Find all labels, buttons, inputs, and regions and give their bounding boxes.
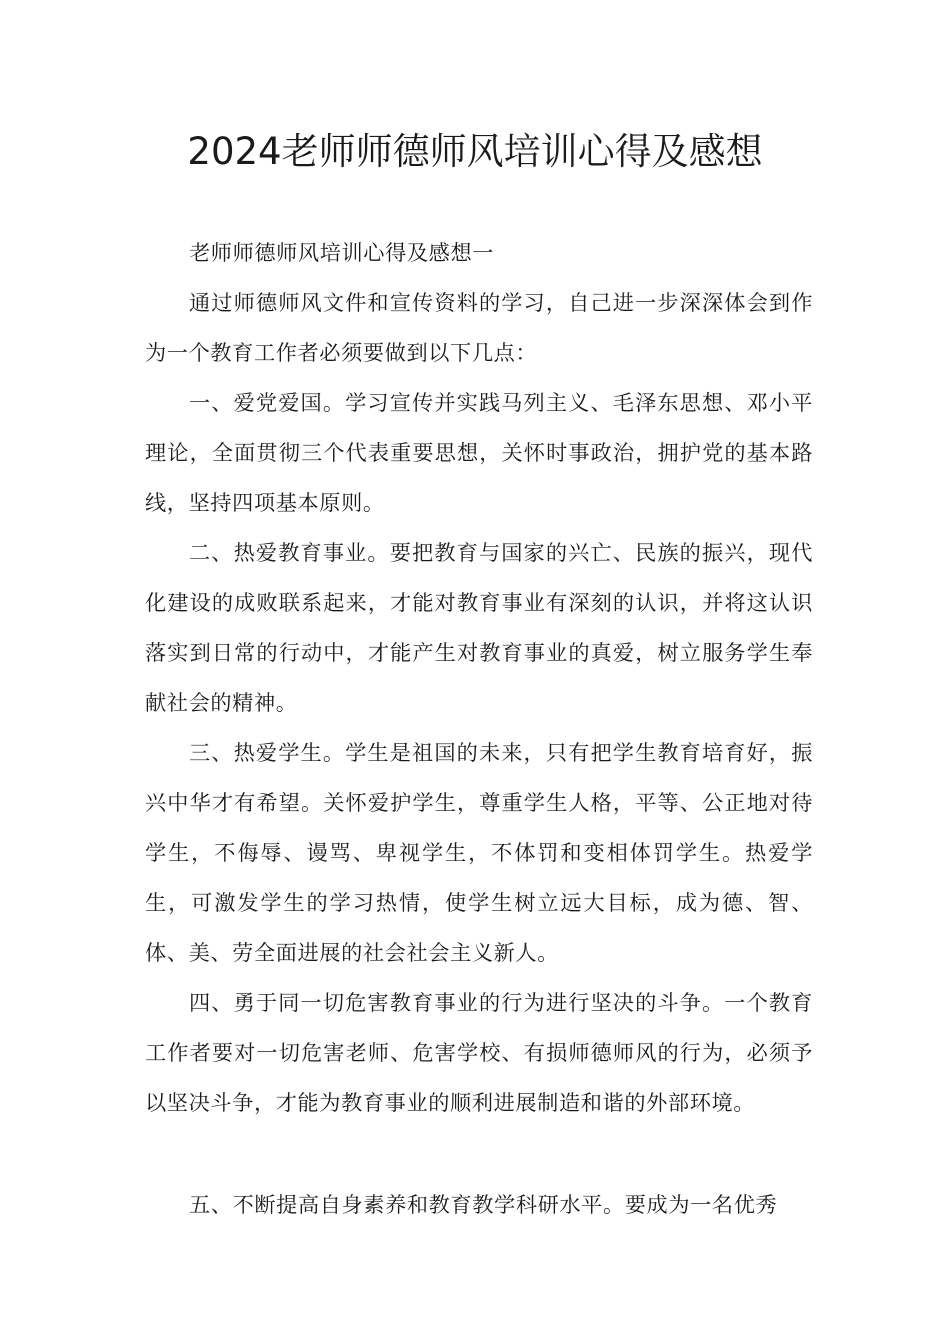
paragraph-point-3: 三、热爱学生。学生是祖国的未来，只有把学生教育培育好，振兴中华才有希望。关怀爱护学生，尊重学生人格，平等、公正地对待学生，不侮辱、谩骂、卑视学生，不体罚和变相体罚学生。热爱学生，可激发学生的学习热情，使学生树立远大目标，成为德、智、体、美、劳全面进展的社会社会主义新人。 bbox=[145, 740, 813, 965]
paragraph-point-1: 一、爱党爱国。学习宣传并实践马列主义、毛泽东思想、邓小平理论，全面贯彻三个代表重要思想，关怀时事政治，拥护党的基本路线，坚持四项基本原则。 bbox=[145, 390, 813, 515]
paragraph-point-5: 五、不断提高自身素养和教育教学科研水平。要成为一名优秀 bbox=[189, 1192, 778, 1217]
document-title: 2024老师师德师风培训心得及感想 bbox=[187, 130, 763, 173]
paragraph-intro: 通过师德师风文件和宣传资料的学习，自己进一步深深体会到作为一个教育工作者必须要做到以下几点： bbox=[145, 290, 813, 365]
document-body bbox=[145, 228, 813, 1230]
paragraph-subtitle: 老师师德师风培训心得及感想一 bbox=[189, 240, 495, 265]
paragraph-point-2: 二、热爱教育事业。要把教育与国家的兴亡、民族的振兴，现代化建设的成败联系起来，才能对教育事业有深刻的认识，并将这认识落实到日常的行动中，才能产生对教育事业的真爱，树立服务学生奉献社会的精神。 bbox=[145, 540, 813, 715]
paragraph-point-4: 四、勇于同一切危害教育事业的行为进行坚决的斗争。一个教育工作者要对一切危害老师、危害学校、有损师德师风的行为，必须予以坚决斗争，才能为教育事业的顺利进展制造和谐的外部环境。 bbox=[145, 990, 813, 1115]
